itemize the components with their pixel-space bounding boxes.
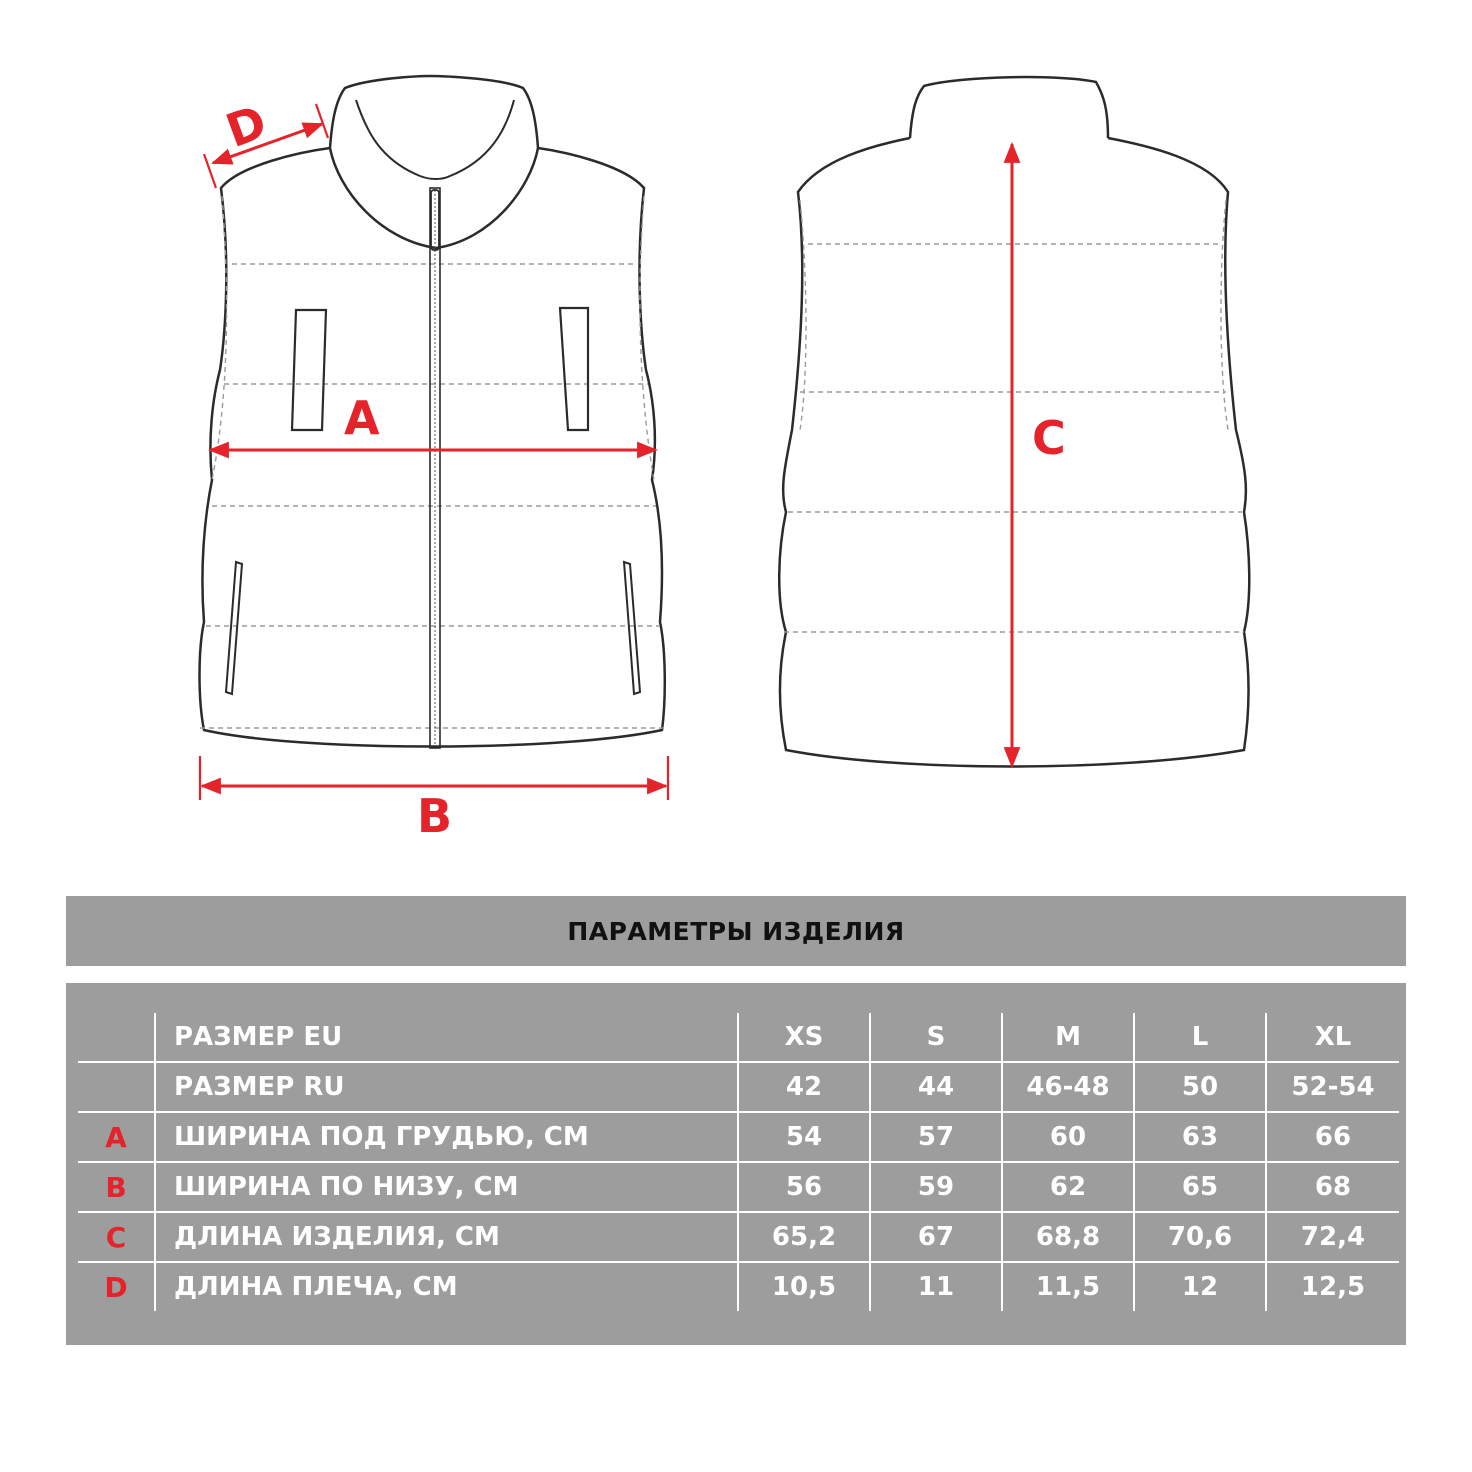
vest-front-collar [330, 76, 538, 248]
cell-value: 44 [870, 1062, 1002, 1112]
size-table-container [66, 983, 1406, 1345]
side-pocket-right [624, 562, 640, 694]
cell-value: 62 [1002, 1162, 1134, 1212]
label-c: C [1032, 411, 1066, 465]
cell-value: 50 [1134, 1062, 1266, 1112]
cell-value: 12 [1134, 1262, 1266, 1311]
row-letter [78, 1062, 155, 1112]
cell-value: 67 [870, 1212, 1002, 1262]
table-row [78, 1212, 1399, 1262]
cell-value: 11,5 [1002, 1262, 1134, 1311]
size-header: S [870, 1013, 1002, 1062]
chest-pocket-left [292, 310, 326, 430]
cell-value: 46-48 [1002, 1062, 1134, 1112]
header-label: РАЗМЕР EU [155, 1013, 738, 1062]
row-letter: A [78, 1112, 155, 1162]
cell-value: 66 [1266, 1112, 1399, 1162]
cell-value: 65 [1134, 1162, 1266, 1212]
row-label: ДЛИНА ПЛЕЧА, СМ [155, 1262, 738, 1311]
table-row [78, 1112, 1399, 1162]
title-bar [66, 896, 1406, 966]
label-d: D [219, 94, 274, 159]
row-letter: C [78, 1212, 155, 1262]
cell-value: 70,6 [1134, 1212, 1266, 1262]
size-header: XL [1266, 1013, 1399, 1062]
cell-value: 59 [870, 1162, 1002, 1212]
table-header-row [78, 1013, 1399, 1062]
cell-value: 68 [1266, 1162, 1399, 1212]
table-row [78, 1062, 1399, 1112]
cell-value: 57 [870, 1112, 1002, 1162]
cell-value: 72,4 [1266, 1212, 1399, 1262]
side-pocket-left [226, 562, 242, 694]
vest-back-collar [910, 77, 1108, 138]
row-label: ДЛИНА ИЗДЕЛИЯ, СМ [155, 1212, 738, 1262]
row-letter: B [78, 1162, 155, 1212]
size-table [78, 1013, 1399, 1311]
label-a: A [344, 391, 380, 445]
cell-value: 11 [870, 1262, 1002, 1311]
row-letter [78, 1013, 155, 1062]
vest-back-view [779, 77, 1249, 766]
cell-value: 10,5 [738, 1262, 870, 1311]
cell-value: 60 [1002, 1112, 1134, 1162]
cell-value: 68,8 [1002, 1212, 1134, 1262]
vest-back-body [779, 138, 1249, 767]
row-label: ШИРИНА ПО НИЗУ, СМ [155, 1162, 738, 1212]
row-letter: D [104, 1270, 128, 1304]
cell-value: 56 [738, 1162, 870, 1212]
table-title: ПАРАМЕТРЫ ИЗДЕЛИЯ [567, 916, 905, 946]
row-label: РАЗМЕР RU [155, 1062, 738, 1112]
vest-front-view [200, 76, 667, 748]
row-label: ШИРИНА ПОД ГРУДЬЮ, СМ [155, 1112, 738, 1162]
cell-value: 54 [738, 1112, 870, 1162]
size-header: XS [738, 1013, 870, 1062]
cell-value: 12,5 [1266, 1262, 1399, 1311]
cell-value: 42 [738, 1062, 870, 1112]
table-row [78, 1262, 1399, 1311]
vest-front-body [200, 148, 665, 747]
chest-pocket-right [560, 308, 588, 430]
label-b: B [417, 789, 453, 843]
cell-value: 65,2 [738, 1212, 870, 1262]
size-header: L [1134, 1013, 1266, 1062]
cell-value: 52-54 [1266, 1062, 1399, 1112]
measurement-lines [200, 104, 1012, 800]
table-row [78, 1162, 1399, 1212]
cell-value: 63 [1134, 1112, 1266, 1162]
size-header: M [1002, 1013, 1134, 1062]
